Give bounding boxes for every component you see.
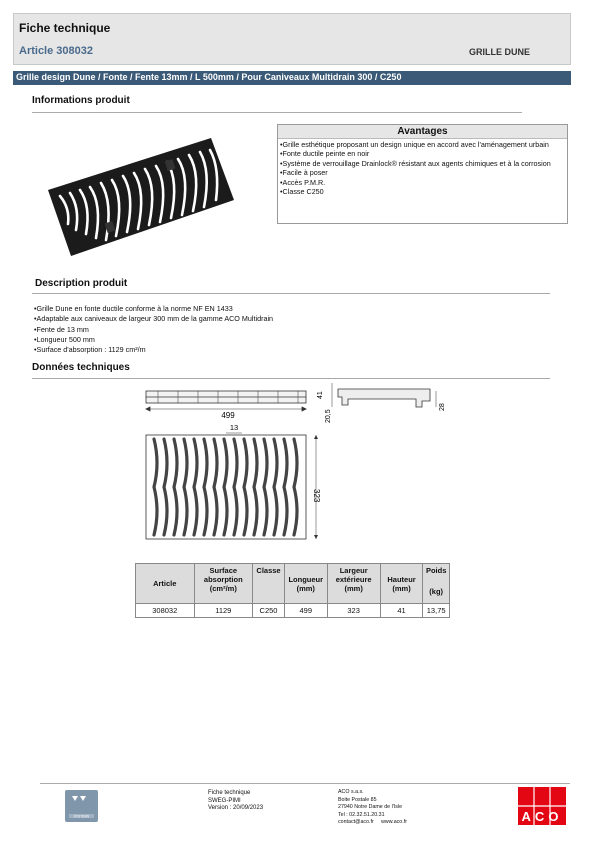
table-header: Hauteur (mm)	[380, 564, 423, 604]
description-item: • Adaptable aux caniveaux de largeur 300 mm de la gamme ACO Multidrain	[34, 314, 273, 324]
section-title-info: Informations produit	[32, 95, 130, 106]
dim-side1-label: 20,5	[325, 409, 332, 423]
footer-website[interactable]: www.aco.fr	[381, 819, 407, 825]
product-name: GRILLE DUNE	[468, 47, 530, 57]
footer-line: Version : 20/09/2023	[208, 805, 264, 811]
table-header: Article	[136, 564, 195, 604]
advantages-list	[278, 139, 567, 197]
table-cell: 41	[380, 604, 423, 618]
description-item: • Fente de 13 mm	[34, 325, 273, 335]
advantages-box	[277, 124, 568, 224]
dim-height-label: 41	[317, 391, 324, 399]
article-reference: Article 308032	[19, 45, 93, 57]
systems-logo-text: SYSTEMS	[73, 814, 90, 819]
dim-width-label: 323	[312, 489, 321, 503]
systems-logo	[65, 790, 98, 822]
advantage-item: • Fonte ductile peinte en noir	[280, 149, 565, 158]
table-cell: 499	[284, 604, 327, 618]
table-cell: 323	[327, 604, 380, 618]
dim-length-label: 499	[221, 411, 235, 420]
plan-view	[146, 435, 318, 539]
table-cell: 1129	[194, 604, 253, 618]
aco-logo	[518, 787, 566, 825]
advantage-item: • Système de verrouillage Drainlock® résistant aux agents chimiques et à la corrosion	[280, 159, 565, 168]
advantage-item: • Facile à poser	[280, 168, 565, 177]
weight-unit: (kg)	[429, 587, 444, 596]
doc-title: Fiche technique	[19, 21, 111, 35]
footer-line	[338, 819, 407, 827]
table-header: Largeur extérieure (mm)	[327, 564, 380, 604]
side-view	[146, 391, 306, 411]
advantage-item: • Classe C250	[280, 187, 565, 196]
advantage-item: • Grille esthétique proposant un design unique en accord avec l'aménagement urbain	[280, 140, 565, 149]
divider	[32, 293, 550, 294]
header-box	[13, 13, 571, 65]
table-cell: 13,75	[423, 604, 450, 618]
advantage-item: • Accès P.M.R.	[280, 178, 565, 187]
footer-line: SWEG-PIMI	[208, 797, 241, 804]
dim-slot-label: 13	[229, 423, 239, 432]
table-header: Classe	[253, 564, 285, 604]
weight-header: Poids	[425, 566, 447, 575]
footer-divider	[40, 783, 570, 784]
footer-company-info	[338, 789, 407, 827]
description-item: • Grille Dune en fonte ductile conforme à la norme NF EN 1433	[34, 304, 273, 314]
product-photo	[46, 138, 236, 260]
table-cell: C250	[253, 604, 285, 618]
section-title-description: Description produit	[35, 278, 128, 289]
footer-line: 27940 Notre Dame de l'Isle	[338, 804, 403, 810]
footer-line: ACO s.a.s.	[338, 789, 364, 795]
footer-line: Fiche technique	[208, 790, 251, 796]
technical-drawing	[138, 383, 458, 543]
footer-line: Tel : 02.32.51.20.31	[338, 811, 385, 818]
footer-email[interactable]: contact@aco.fr	[338, 819, 374, 825]
table-header: Surface absorption (cm²/m)	[194, 564, 253, 604]
specs-table	[135, 563, 450, 618]
description-list	[34, 304, 273, 355]
table-row	[136, 604, 450, 618]
product-title-bar: Grille design Dune / Fonte / Fente 13mm / L 500mm / Pour Caniveaux Multidrain 300 / C250	[13, 71, 571, 85]
aco-logo-text: ACO	[521, 809, 563, 824]
table-cell: 308032	[136, 604, 195, 618]
end-section	[332, 383, 436, 407]
description-item: • Surface d'absorption : 1129 cm²/m	[34, 345, 273, 355]
section-title-technical: Données techniques	[32, 362, 130, 373]
footer-document-info	[208, 790, 263, 813]
dim-side2-label: 28	[439, 403, 446, 411]
divider	[32, 378, 550, 379]
advantages-title: Avantages	[278, 125, 567, 139]
table-header: Longueur (mm)	[284, 564, 327, 604]
description-item: • Longueur 500 mm	[34, 335, 273, 345]
footer-line: Boite Postale 85	[338, 796, 377, 803]
divider	[32, 112, 522, 113]
table-header	[423, 564, 450, 604]
